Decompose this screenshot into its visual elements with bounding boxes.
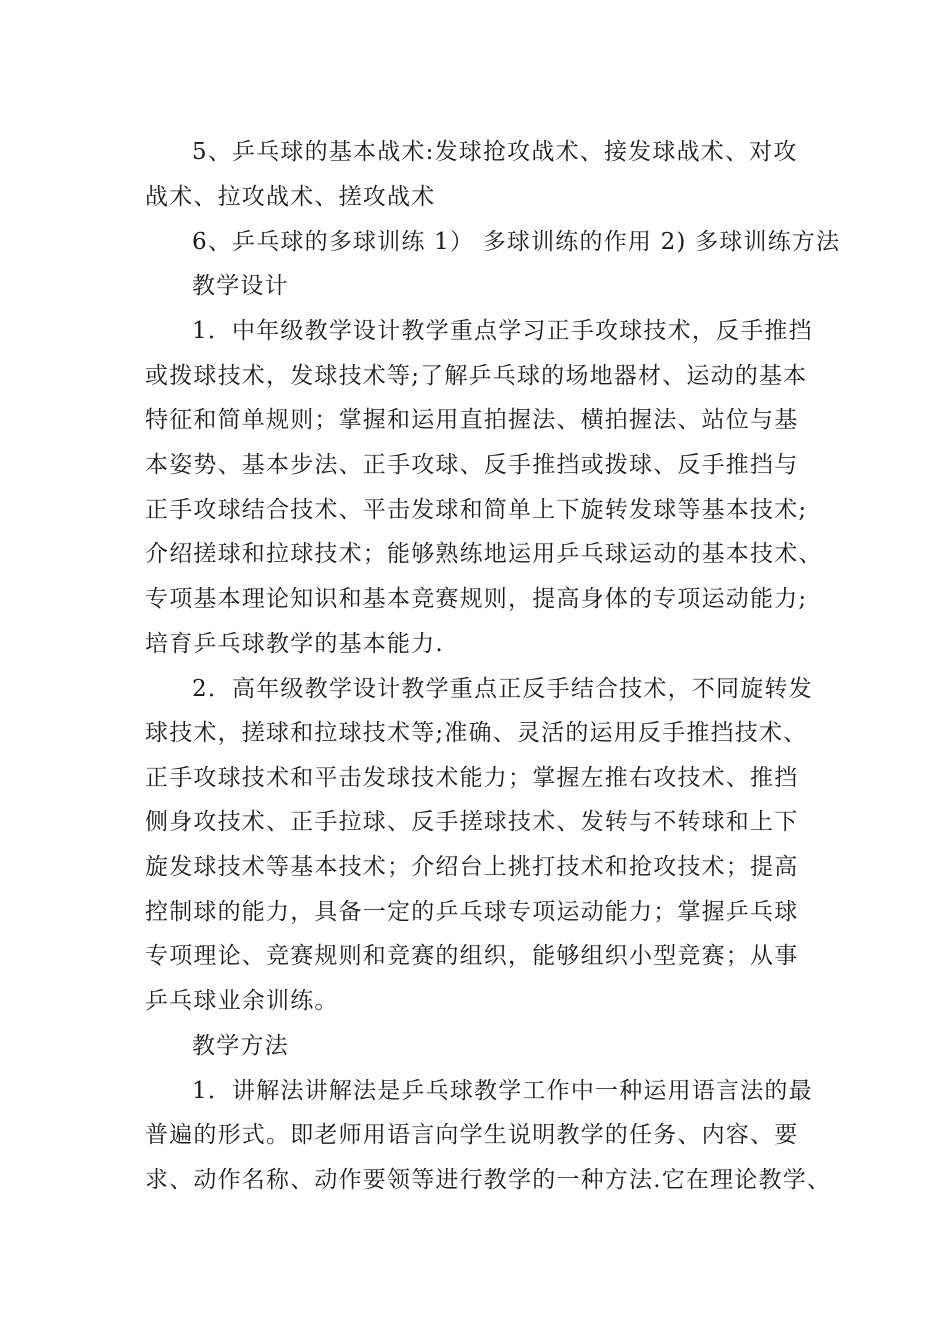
text-line: 6、乒乓球的多球训练 1） 多球训练的作用 2) 多球训练方法 bbox=[192, 229, 841, 255]
text-line: 旋发球技术等基本技术；介绍台上挑打技术和抢攻技术；提高 bbox=[145, 854, 799, 880]
text-line: 专项理论、竞赛规则和竞赛的组织，能够组织小型竞赛；从事 bbox=[145, 943, 799, 969]
text-line: 专项基本理论知识和基本竞赛规则，提高身体的专项运动能力; bbox=[145, 586, 808, 612]
text-line: 本姿势、基本步法、正手攻球、反手推挡或拨球、反手推挡与 bbox=[145, 452, 799, 478]
text-line: 侧身攻技术、正手拉球、反手搓球技术、发转与不转球和上下 bbox=[145, 809, 799, 835]
text-line: 1．讲解法讲解法是乒乓球教学工作中一种运用语言法的最 bbox=[192, 1078, 813, 1104]
text-line: 特征和简单规则；掌握和运用直拍握法、横拍握法、站位与基 bbox=[145, 407, 799, 433]
text-line: 球技术，搓球和拉球技术等;准确、灵活的运用反手推挡技术、 bbox=[145, 720, 808, 746]
text-line: 1．中年级教学设计教学重点学习正手攻球技术，反手推挡 bbox=[192, 318, 813, 344]
text-line: 求、动作名称、动作要领等进行教学的一种方法.它在理论教学、 bbox=[145, 1167, 832, 1193]
text-line: 乒乓球业余训练。 bbox=[145, 988, 339, 1014]
section-heading: 教学设计 bbox=[192, 273, 289, 299]
text-line: 或拨球技术，发球技术等;了解乒乓球的场地器材、运动的基本 bbox=[145, 363, 808, 389]
text-line: 正手攻球技术和平击发球技术能力；掌握左推右攻技术、推挡 bbox=[145, 765, 799, 791]
text-line: 2．高年级教学设计教学重点正反手结合技术，不同旋转发 bbox=[192, 676, 813, 702]
text-line: 战术、拉攻战术、搓攻战术 bbox=[145, 184, 436, 210]
text-line: 控制球的能力，具备一定的乒乓球专项运动能力；掌握乒乓球 bbox=[145, 899, 799, 925]
text-line: 介绍搓球和拉球技术；能够熟练地运用乒乓球运动的基本技术、 bbox=[145, 541, 823, 567]
text-line: 培育乒乓球教学的基本能力. bbox=[145, 631, 444, 657]
section-heading: 教学方法 bbox=[192, 1033, 289, 1059]
text-line: 正手攻球结合技术、平击发球和简单上下旋转发球等基本技术; bbox=[145, 497, 808, 523]
text-line: 普遍的形式。即老师用语言向学生说明教学的任务、内容、要 bbox=[145, 1122, 799, 1148]
text-line: 5、乒乓球的基本战术:发球抢攻战术、接发球战术、对攻 bbox=[192, 139, 798, 165]
